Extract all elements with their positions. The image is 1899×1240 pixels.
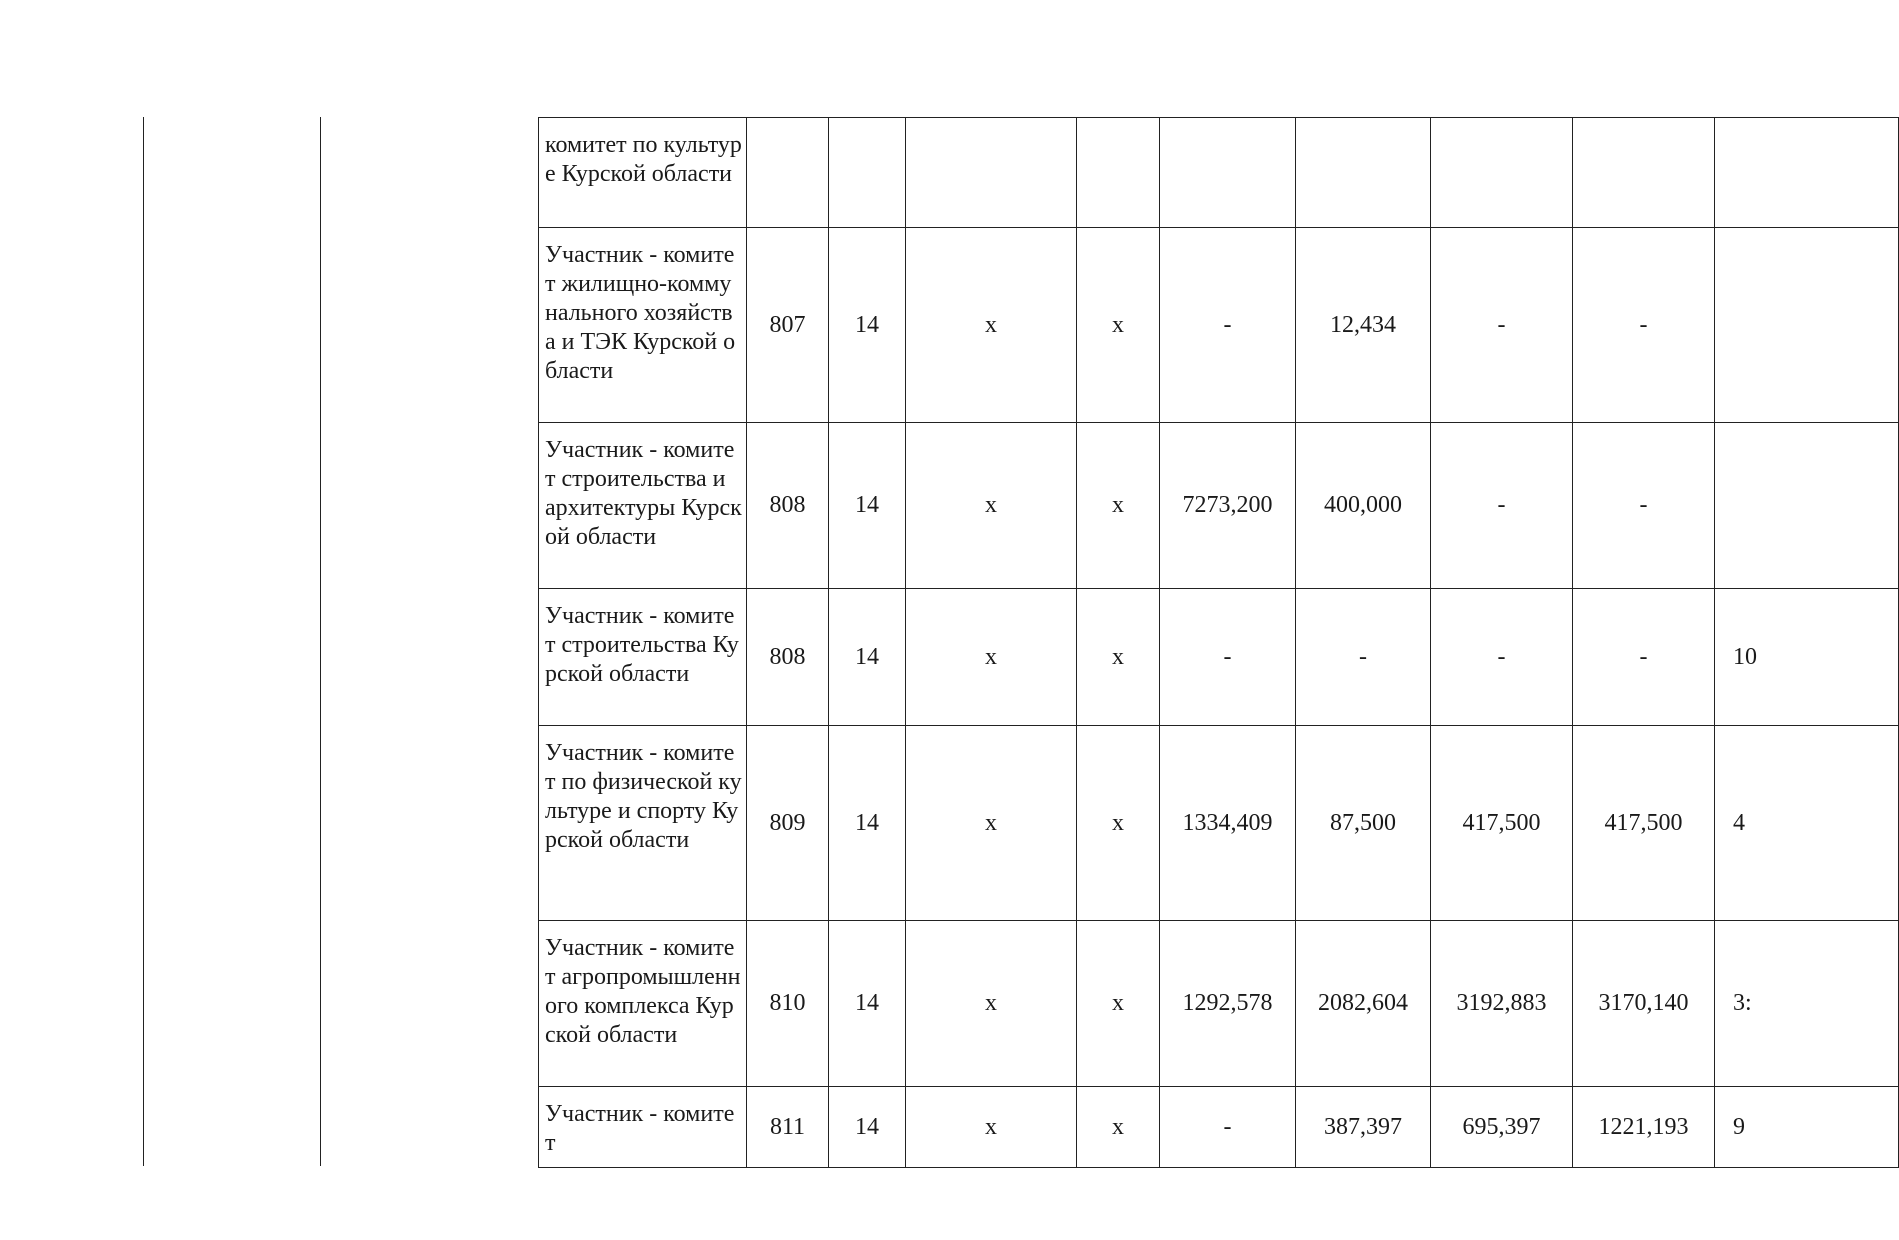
section-code-cell — [829, 118, 906, 228]
grbs-code-cell — [747, 118, 829, 228]
amount-cell: 387,397 — [1296, 1087, 1431, 1168]
amount-cell: 3192,883 — [1431, 921, 1573, 1087]
amount-cell: 87,500 — [1296, 726, 1431, 921]
target-article-cell — [906, 118, 1077, 228]
amount-cell: 2082,604 — [1296, 921, 1431, 1087]
table-row — [539, 726, 1899, 921]
column-divider-rule — [320, 117, 321, 1166]
amount-cell-truncated — [1715, 228, 1899, 423]
amount-cell: - — [1431, 228, 1573, 423]
amount-cell — [1296, 118, 1431, 228]
expense-type-cell: х — [1077, 921, 1160, 1087]
target-article-cell: х — [906, 726, 1077, 921]
amount-cell: - — [1160, 589, 1296, 726]
amount-cell — [1431, 118, 1573, 228]
table-row — [539, 423, 1899, 589]
amount-cell: 3170,140 — [1573, 921, 1715, 1087]
section-code-cell: 14 — [829, 423, 906, 589]
participant-name-cell: Участник - комитет строительства и архитектуры Курской области — [539, 423, 747, 589]
budget-table-container — [538, 117, 1757, 1167]
participant-name-cell: комитет по культуре Курской области — [539, 118, 747, 228]
amount-cell: 7273,200 — [1160, 423, 1296, 589]
section-code-cell: 14 — [829, 228, 906, 423]
amount-cell: - — [1431, 589, 1573, 726]
amount-cell: 417,500 — [1573, 726, 1715, 921]
amount-cell: - — [1573, 228, 1715, 423]
amount-cell: - — [1160, 1087, 1296, 1168]
grbs-code-cell: 811 — [747, 1087, 829, 1168]
amount-cell-truncated: 4 — [1715, 726, 1899, 921]
table-row — [539, 589, 1899, 726]
target-article-cell: х — [906, 423, 1077, 589]
amount-cell: - — [1160, 228, 1296, 423]
amount-cell-truncated — [1715, 118, 1899, 228]
amount-cell: 400,000 — [1296, 423, 1431, 589]
amount-cell: 1334,409 — [1160, 726, 1296, 921]
amount-cell: - — [1296, 589, 1431, 726]
amount-cell: - — [1573, 423, 1715, 589]
participant-name-cell: Участник - комитет жилищно-коммунального хозяйства и ТЭК Курской области — [539, 228, 747, 423]
amount-cell-truncated — [1715, 423, 1899, 589]
expense-type-cell: х — [1077, 589, 1160, 726]
grbs-code-cell: 808 — [747, 589, 829, 726]
expense-type-cell — [1077, 118, 1160, 228]
table-row — [539, 921, 1899, 1087]
expense-type-cell: х — [1077, 228, 1160, 423]
target-article-cell: х — [906, 1087, 1077, 1168]
grbs-code-cell: 809 — [747, 726, 829, 921]
amount-cell: 1221,193 — [1573, 1087, 1715, 1168]
section-code-cell: 14 — [829, 589, 906, 726]
table-row — [539, 1087, 1899, 1168]
amount-cell — [1573, 118, 1715, 228]
table-row — [539, 228, 1899, 423]
expense-type-cell: х — [1077, 1087, 1160, 1168]
amount-cell: - — [1431, 423, 1573, 589]
participant-name-cell: Участник - комитет по физической культуре и спорту Курской области — [539, 726, 747, 921]
section-code-cell: 14 — [829, 1087, 906, 1168]
target-article-cell: х — [906, 589, 1077, 726]
amount-cell-truncated: 9 — [1715, 1087, 1899, 1168]
amount-cell: 695,397 — [1431, 1087, 1573, 1168]
budget-table — [538, 117, 1899, 1168]
grbs-code-cell: 810 — [747, 921, 829, 1087]
amount-cell-truncated: 3: — [1715, 921, 1899, 1087]
table-body — [539, 118, 1899, 1168]
amount-cell: 1292,578 — [1160, 921, 1296, 1087]
participant-name-cell: Участник - комитет — [539, 1087, 747, 1168]
amount-cell: - — [1573, 589, 1715, 726]
amount-cell-truncated: 10 — [1715, 589, 1899, 726]
target-article-cell: х — [906, 921, 1077, 1087]
expense-type-cell: х — [1077, 726, 1160, 921]
amount-cell: 12,434 — [1296, 228, 1431, 423]
amount-cell — [1160, 118, 1296, 228]
target-article-cell: х — [906, 228, 1077, 423]
grbs-code-cell: 807 — [747, 228, 829, 423]
participant-name-cell: Участник - комитет агропромышленного комплекса Курской области — [539, 921, 747, 1087]
grbs-code-cell: 808 — [747, 423, 829, 589]
amount-cell: 417,500 — [1431, 726, 1573, 921]
section-code-cell: 14 — [829, 726, 906, 921]
left-margin-rule — [143, 117, 144, 1166]
participant-name-cell: Участник - комитет строительства Курской области — [539, 589, 747, 726]
section-code-cell: 14 — [829, 921, 906, 1087]
table-row — [539, 118, 1899, 228]
expense-type-cell: х — [1077, 423, 1160, 589]
